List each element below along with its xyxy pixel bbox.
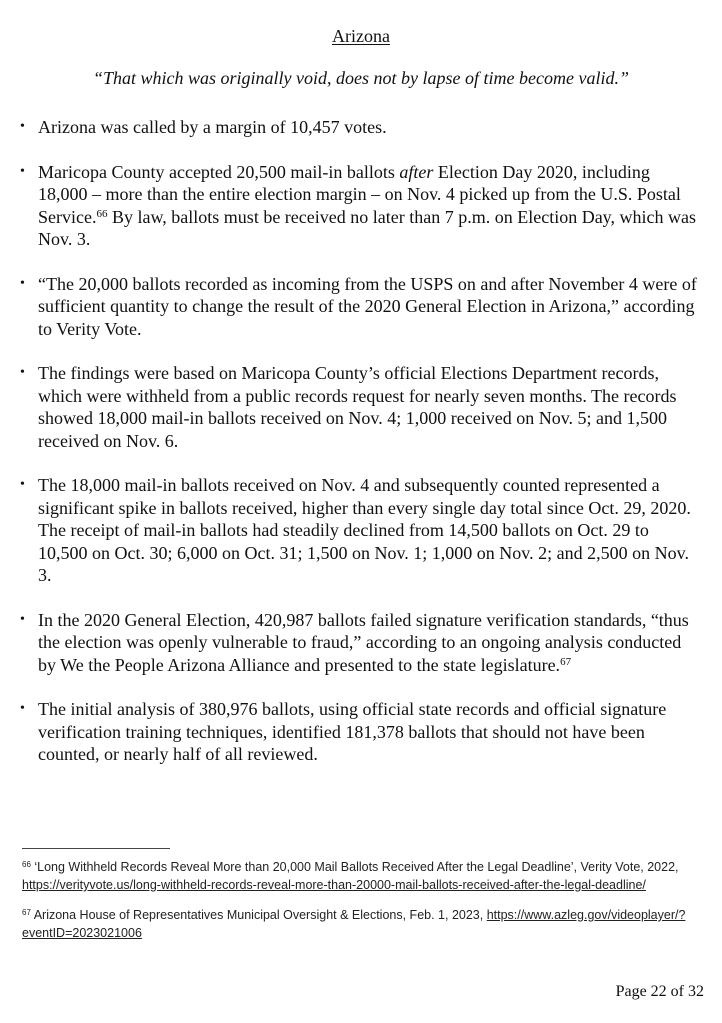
bullet-icon: • [20,477,25,492]
bullet-icon: • [20,275,25,291]
footnote-66 [22,858,702,894]
footnote-divider [22,848,170,849]
emphasis-text: after [399,161,434,182]
bullet-item [0,474,722,587]
bullet-item [0,116,722,139]
bullet-text: In the 2020 General Election, 420,987 ballots failed signature verification standards, “thus the election was openly vulnerable to fraud,” according to an ongoing analysis conducted by We the People Arizona Alliance and presented to the state legislature. [38,609,689,675]
bullet-text: The 18,000 mail-in ballots received on Nov. 4 and subsequently counted represented a significant spike in ballots received, higher than every single day total since Oct. 29, 2020. The receipt of mail-in ballots had steadily declined from 14,500 ballots on Oct. 29 to 10,500 on Oct. 30; 6,000 on Oct. 31; 1,500 on Nov. 1; 1,000 on Nov. 2; and 2,500 on Nov. 3. [38,475,691,585]
bullet-icon: • [20,119,25,134]
footnote-number: 66 [22,860,31,869]
bullet-icon: • [20,365,25,380]
bullet-icon: • [20,163,25,179]
footnote-link[interactable]: https://www.azleg.gov/videoplayer/?eventID=2023021006 [22,908,686,940]
bullet-item [0,273,722,341]
bullet-item [0,698,722,766]
bullet-text: The initial analysis of 380,976 ballots, using official state records and official signature verification training techniques, identified 181,378 ballots that should not have been counted, or nearly half of all reviewed. [38,699,667,764]
footnote-ref[interactable]: 66 [96,207,108,220]
bullet-list [0,116,722,788]
bullet-item [0,161,722,251]
bullet-text: By law, ballots must be received no later than 7 p.m. on Election Day, which was Nov. 3. [38,206,696,249]
bullet-text: Arizona was called by a margin of 10,457 votes. [38,117,387,137]
bullet-icon: • [20,701,25,716]
footnote-text: Arizona House of Representatives Municipal Oversight & Elections, Feb. 1, 2023, [30,908,487,922]
bullet-item [0,362,722,452]
epigraph: “That which was originally void, does not by lapse of time become valid.” [93,68,629,88]
bullet-text: Maricopa County accepted 20,500 mail-in ballots [38,161,400,182]
bullet-icon: • [20,611,25,627]
footnote-67 [22,906,702,942]
bullet-item [0,609,722,677]
footnote-text: ‘Long Withheld Records Reveal More than 20,000 Mail Ballots Received After the Legal Deadline’, Verity Vote, 2022, [30,860,679,874]
bullet-text: “The 20,000 ballots recorded as incoming from the USPS on and after November 4 were of sufficient quantity to change the result of the 2020 General Election in Arizona,” according to Verity Vote. [38,273,697,339]
footnote-number: 67 [22,908,31,917]
bullet-text: Election Day 2020, including 18,000 – more than the entire election margin – on Nov. 4 picked up from the U.S. Postal Service. [38,161,681,227]
footnote-link[interactable]: https://verityvote.us/long-withheld-records-reveal-more-than-20000-mail-ballots-received-after-the-legal-deadline/ [22,878,646,892]
bullet-text: The findings were based on Maricopa County’s official Elections Department records, which were withheld from a public records request for nearly seven months. The records showed 18,000 mail-in ballots received on Nov. 4; 1,000 received on Nov. 5; and 1,500 received on Nov. 6. [38,363,677,451]
footnote-ref[interactable]: 67 [560,655,572,668]
page-title: Arizona [332,26,390,46]
footnotes [22,858,702,954]
page-number: Page 22 of 32 [615,983,704,1000]
